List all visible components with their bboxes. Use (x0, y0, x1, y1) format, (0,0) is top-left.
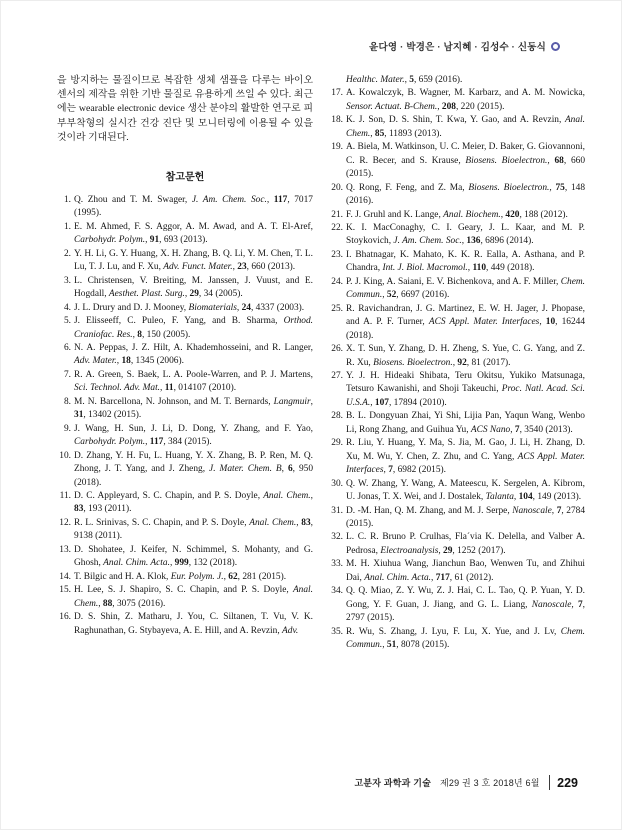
reference-number: 31. (331, 505, 343, 516)
reference-number: 1. (63, 195, 71, 206)
reference-text: M. H. Xiuhua Wang, Jianchun Bao, Wenwen Tu, and Zhihui Dai, Anal. Chim. Acta., 717, 61 (2012). (346, 559, 585, 583)
reference-list-right (329, 74, 585, 652)
reference-number: 12. (59, 517, 71, 528)
reference-text: Q. Zhou and T. M. Swager, J. Am. Chem. Soc., 117, 7017 (1995). (74, 195, 313, 219)
reference-text: E. M. Ahmed, F. S. Aggor, A. M. Awad, and A. T. El-Aref, Carbohydr. Polym., 91, 693 (2013). (74, 221, 313, 246)
reference-text: F. J. Gruhl and K. Lange, Anal. Biochem., 420, 188 (2012). (346, 209, 568, 220)
reference-text: A. Kowalczyk, B. Wagner, M. Karbarz, and A. M. Nowicka, Sensor. Actuat. B-Chem., 208, 220 (2015). (346, 88, 585, 112)
ring-icon (551, 42, 560, 51)
footer-page-number: 229 (557, 775, 578, 790)
reference-item (57, 423, 313, 450)
reference-number: 4. (63, 302, 71, 313)
reference-item (329, 209, 585, 222)
reference-number: 8. (63, 396, 71, 407)
reference-text: B. L. Dongyuan Zhai, Yi Shi, Lijia Pan, Yaqun Wang, Wenbo Li, Rong Zhang, and Guihua Yu, ACS Nano, 7, 3540 (2013). (346, 411, 585, 435)
reference-text: X. T. Sun, Y. Zhang, D. H. Zheng, S. Yue, C. G. Yang, and Z. R. Xu, Biosens. Bioelectron., 92, 81 (2017). (346, 344, 585, 368)
reference-number: 6. (63, 343, 71, 353)
reference-number: 22. (331, 222, 343, 233)
reference-number: 23. (331, 249, 343, 260)
reference-number: 1. (63, 221, 71, 232)
references-heading: 참고문헌 (165, 172, 205, 184)
reference-text: R. L. Srinivas, S. C. Chapin, and P. S. Doyle, Anal. Chem., 83, 9138 (2011). (74, 517, 314, 542)
reference-item (329, 249, 585, 276)
reference-item (329, 531, 585, 558)
reference-text: D. -M. Han, Q. M. Zhang, and M. J. Serpe, Nanoscale, 7, 2784 (2015). (346, 505, 586, 529)
reference-text: T. Bilgic and H. A. Klok, Eur. Polym. J., 62, 281 (2015). (74, 571, 287, 582)
reference-item (57, 450, 313, 490)
reference-text: R. Ravichandran, J. G. Martinez, E. W. H. Jager, J. Phopase, and A. P. F. Turner, ACS Appl. Mater. Interfaces, 10, 16244 (2018). (346, 303, 586, 341)
reference-number: 14. (59, 571, 71, 582)
reference-number: 32. (331, 532, 343, 543)
reference-number: 16. (59, 612, 71, 623)
reference-text: Q. W. Zhang, Y. Wang, A. Mateescu, K. Sergelen, A. Kibrom, U. Jonas, T. X. Wei, and J. Dostalek, Talanta, 104, 149 (2013). (346, 478, 585, 503)
reference-number: 17. (331, 88, 343, 99)
reference-text: D. S. Shin, Z. Matharu, J. You, C. Siltanen, T. Vu, V. K. Raghunathan, G. Stybayeva, A. E. Hill, and A. Revzin, Adv. (74, 612, 313, 636)
reference-item (329, 343, 585, 370)
reference-text: Healthc. Mater., 5, 659 (2016). (346, 75, 463, 85)
reference-number: 18. (331, 115, 343, 126)
reference-number: 24. (331, 276, 343, 287)
reference-item (329, 182, 585, 209)
reference-item (57, 302, 313, 315)
reference-text: Q. Q. Miao, Z. Y. Wu, Z. J. Hai, C. L. Tao, Q. P. Yuan, Y. D. Gong, Y. F. Guan, J. Jiang, and G. L. Liang, Nanoscale, 7, 2797 (2015). (346, 586, 586, 624)
intro-paragraph: 을 방지하는 물질이므로 복잡한 생체 샘플을 다루는 바이오 센서의 제작을 위한 기반 물질로 유용하게 쓰일 수 있다. 최근에는 wearable electronic device 생산 분야의 활발한 연구로 피부부착형의 실시간 건강 진단 및 모니터링에 이용될 수 있을 것이라 기대된다. (57, 75, 313, 143)
header-authors: 윤다영 · 박경은 · 남지혜 · 김성수 · 신동식 (369, 42, 546, 53)
reference-number: 2. (63, 248, 71, 259)
reference-item (329, 585, 585, 625)
reference-number: 5. (63, 316, 71, 327)
reference-number: 15. (59, 585, 71, 596)
reference-number: 3. (63, 275, 71, 286)
footer-journal-title: 고분자 과학과 기술 (354, 778, 432, 788)
reference-text: K. J. Son, D. S. Shin, T. Kwa, Y. Gao, and A. Revzin, Anal. Chem., 85, 11893 (2013). (346, 115, 585, 139)
footer-divider (549, 775, 551, 790)
reference-number: 20. (331, 182, 343, 193)
reference-number: 28. (331, 411, 343, 422)
reference-item (57, 221, 313, 248)
reference-text: P. J. King, A. Saiani, E. V. Bichenkova, and A. F. Miller, Chem. Commun., 52, 6697 (2016). (346, 276, 585, 301)
reference-number: 10. (59, 450, 71, 461)
reference-number: 19. (331, 142, 343, 153)
page-footer (354, 775, 578, 790)
reference-number: 35. (331, 626, 343, 637)
reference-list-left (57, 194, 313, 638)
reference-item (329, 141, 585, 181)
reference-number: 7. (63, 369, 71, 380)
reference-text: Q. Rong, F. Feng, and Z. Ma, Biosens. Bioelectron., 75, 148 (2016). (346, 182, 585, 207)
reference-item (329, 437, 585, 477)
reference-text: L. Christensen, V. Breiting, M. Janssen, J. Vuust, and E. Hogdall, Aesthet. Plast. Surg., 29, 34 (2005). (74, 275, 313, 300)
reference-item (57, 544, 313, 571)
reference-item (329, 478, 585, 505)
reference-item (329, 303, 585, 343)
reference-text: M. N. Barcellona, N. Johnson, and M. T. Bernards, Langmuir, 31, 13402 (2015). (74, 396, 313, 421)
reference-item (329, 87, 585, 114)
left-column (57, 74, 313, 652)
reference-item (329, 626, 585, 653)
reference-text: J. Elisseeff, C. Puleo, F. Yang, and B. Sharma, Orthod. Craniofac. Res., 8, 150 (2005). (74, 316, 313, 340)
reference-text: D. Shohatee, J. Keifer, N. Schimmel, S. Mohanty, and G. Ghosh, Anal. Chim. Acta., 999, 132 (2018). (74, 544, 313, 569)
reference-item (57, 584, 313, 611)
reference-item (329, 558, 585, 585)
reference-item (57, 315, 313, 342)
reference-number: 25. (331, 303, 343, 314)
reference-text: D. C. Appleyard, S. C. Chapin, and P. S. Doyle, Anal. Chem., 83, 193 (2011). (74, 490, 313, 515)
reference-text: R. Liu, Y. Huang, Y. Ma, S. Jia, M. Gao, J. Li, H. Zhang, D. Xu, M. Wu, Y. Chen, Z. Zhu, and C. Yang, ACS Appl. Mater. Interfaces, 7, 6982 (2015). (346, 438, 586, 476)
reference-text: J. Wang, H. Sun, J. Li, D. Dong, Y. Zhang, and F. Yao, Carbohydr. Polym., 117, 384 (2015). (74, 423, 313, 448)
reference-number: 11. (59, 490, 71, 501)
reference-item (57, 194, 313, 221)
reference-number: 21. (331, 209, 343, 220)
reference-number: 29. (331, 438, 343, 449)
reference-item (329, 410, 585, 437)
reference-text: L. C. R. Bruno P. Crulhas, Fla´via K. Delella, and Valber A. Pedrosa, Electroanalysis, 29, 1252 (2017). (346, 532, 585, 556)
two-column-body (57, 74, 585, 652)
reference-text: A. Biela, M. Watkinson, U. C. Meier, D. Baker, G. Giovannoni, C. R. Becer, and S. Krause, Biosens. Bioelectron., 68, 660 (2015). (346, 142, 585, 180)
reference-item (57, 611, 313, 638)
reference-text: Y. H. Li, G. Y. Huang, X. H. Zhang, B. Q. Li, Y. M. Chen, T. L. Lu, T. J. Lu, and F. Xu, Adv. Funct. Mater., 23, 660 (2013). (74, 248, 313, 273)
reference-number: 34. (331, 586, 343, 597)
reference-text: I. Bhatnagar, K. Mahato, K. K. R. Ealla, A. Asthana, and P. Chandra, Int. J. Biol. Macromol., 110, 449 (2018). (346, 249, 585, 274)
reference-text: Y. J. H. Hideaki Shibata, Teru Okitsu, Yukiko Matsunaga, Tetsuro Kawanishi, and Shoji Takeuchi, Proc. Natl. Acad. Sci. U.S.A., 107, 17894 (2010). (346, 370, 585, 408)
reference-item (57, 490, 313, 517)
reference-item (57, 342, 313, 369)
reference-item (329, 74, 585, 87)
reference-number (329, 74, 343, 87)
reference-item (329, 505, 585, 532)
reference-text: K. I. MacConaghy, C. I. Geary, J. L. Kaar, and M. P. Stoykovich, J. Am. Chem. Soc., 136, 6896 (2014). (346, 222, 585, 247)
reference-number: 33. (331, 559, 343, 570)
reference-item (329, 114, 585, 141)
reference-number: 13. (59, 544, 71, 555)
reference-number: 9. (63, 423, 71, 434)
reference-text: R. A. Green, S. Baek, L. A. Poole-Warren, and P. J. Martens, Sci. Technol. Adv. Mat., 11, 014107 (2010). (74, 369, 313, 394)
reference-item (329, 222, 585, 249)
reference-item (57, 248, 313, 275)
reference-number: 26. (331, 344, 343, 355)
reference-text: H. Lee, S. J. Shapiro, S. C. Chapin, and P. S. Doyle, Anal. Chem., 88, 3075 (2016). (74, 585, 313, 609)
reference-item (57, 571, 313, 584)
page-header (369, 39, 560, 53)
reference-item (57, 369, 313, 396)
reference-item (57, 275, 313, 302)
footer-issue-info: 제29 권 3 호 2018년 6월 (440, 778, 540, 788)
right-column (329, 74, 585, 652)
reference-item (57, 396, 313, 423)
reference-number: 30. (331, 478, 343, 489)
reference-text: N. A. Peppas, J. Z. Hilt, A. Khademhosseini, and R. Langer, Adv. Mater., 18, 1345 (2006). (74, 343, 313, 367)
reference-item (57, 517, 313, 544)
reference-item (329, 370, 585, 410)
reference-text: J. L. Drury and D. J. Mooney, Biomaterials, 24, 4337 (2003). (74, 302, 305, 313)
reference-item (329, 276, 585, 303)
reference-text: R. Wu, S. Zhang, J. Lyu, F. Lu, X. Yue, and J. Lv, Chem. Commun., 51, 8078 (2015). (346, 626, 585, 651)
reference-number: 27. (331, 370, 343, 381)
reference-text: D. Zhang, Y. H. Fu, L. Huang, Y. X. Zhang, B. P. Ren, M. Q. Zhong, J. T. Yang, and J. Zheng, J. Mater. Chem. B, 6, 950 (2018). (74, 450, 314, 488)
